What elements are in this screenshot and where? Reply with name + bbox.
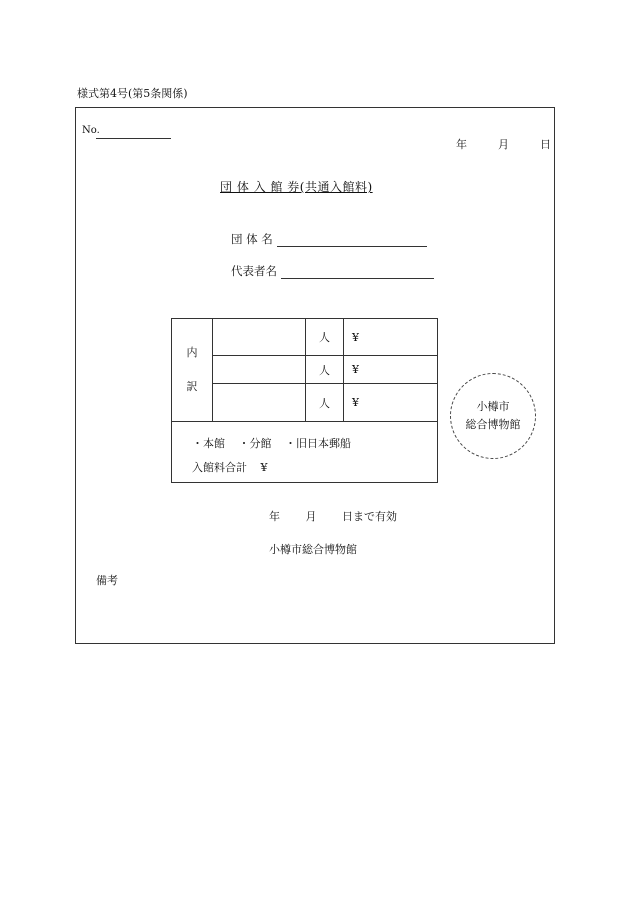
total-fee-label: 入館料合計 bbox=[192, 461, 247, 474]
people-cell: 人 bbox=[306, 384, 344, 422]
yen-cell: ¥ bbox=[344, 356, 438, 384]
seal-line-2: 総合博物館 bbox=[465, 418, 521, 431]
ticket-title: 団 体 入 館 券(共通入館料) bbox=[220, 180, 373, 194]
validity-date bbox=[269, 508, 397, 524]
validity-suffix: 日まで有効 bbox=[342, 510, 397, 523]
facility-annex: ・分館 bbox=[238, 437, 272, 450]
group-name-field bbox=[231, 231, 427, 247]
issue-date-year: 年 bbox=[456, 138, 467, 151]
seal-line-1: 小樽市 bbox=[476, 400, 510, 413]
total-fee bbox=[192, 456, 437, 480]
breakdown-item-cell bbox=[213, 356, 306, 384]
museum-seal bbox=[450, 373, 536, 459]
facility-main: ・本館 bbox=[192, 437, 225, 450]
group-name-label: 団 体 名 bbox=[231, 232, 273, 246]
breakdown-item-cell bbox=[213, 319, 306, 356]
group-name-line bbox=[277, 234, 427, 247]
group-admission-ticket bbox=[75, 107, 555, 644]
validity-month: 月 bbox=[305, 510, 317, 523]
breakdown-item-cell bbox=[213, 384, 306, 422]
ticket-number-line bbox=[96, 138, 171, 139]
facility-nyk: ・旧日本郵船 bbox=[285, 437, 351, 450]
breakdown-table bbox=[171, 318, 438, 483]
issue-date-month: 月 bbox=[498, 138, 509, 151]
remarks-label: 備考 bbox=[96, 574, 118, 587]
representative-label: 代表者名 bbox=[231, 264, 277, 278]
yen-cell: ¥ bbox=[344, 319, 438, 356]
representative-line bbox=[281, 266, 434, 279]
representative-field bbox=[231, 263, 434, 279]
people-cell: 人 bbox=[306, 319, 344, 356]
people-cell: 人 bbox=[306, 356, 344, 384]
issue-date-day: 日 bbox=[540, 138, 551, 151]
issuer-name: 小樽市総合博物館 bbox=[269, 543, 357, 556]
form-number: 様式第4号(第5条関係) bbox=[77, 87, 188, 100]
total-fee-yen: ¥ bbox=[260, 461, 268, 474]
issue-date bbox=[456, 136, 551, 152]
yen-cell: ¥ bbox=[344, 384, 438, 422]
facility-total-cell bbox=[172, 422, 438, 483]
ticket-number-label: No. bbox=[82, 125, 100, 136]
breakdown-label: 内 訳 bbox=[172, 319, 213, 422]
facility-list bbox=[192, 432, 437, 456]
validity-year: 年 bbox=[269, 510, 280, 523]
